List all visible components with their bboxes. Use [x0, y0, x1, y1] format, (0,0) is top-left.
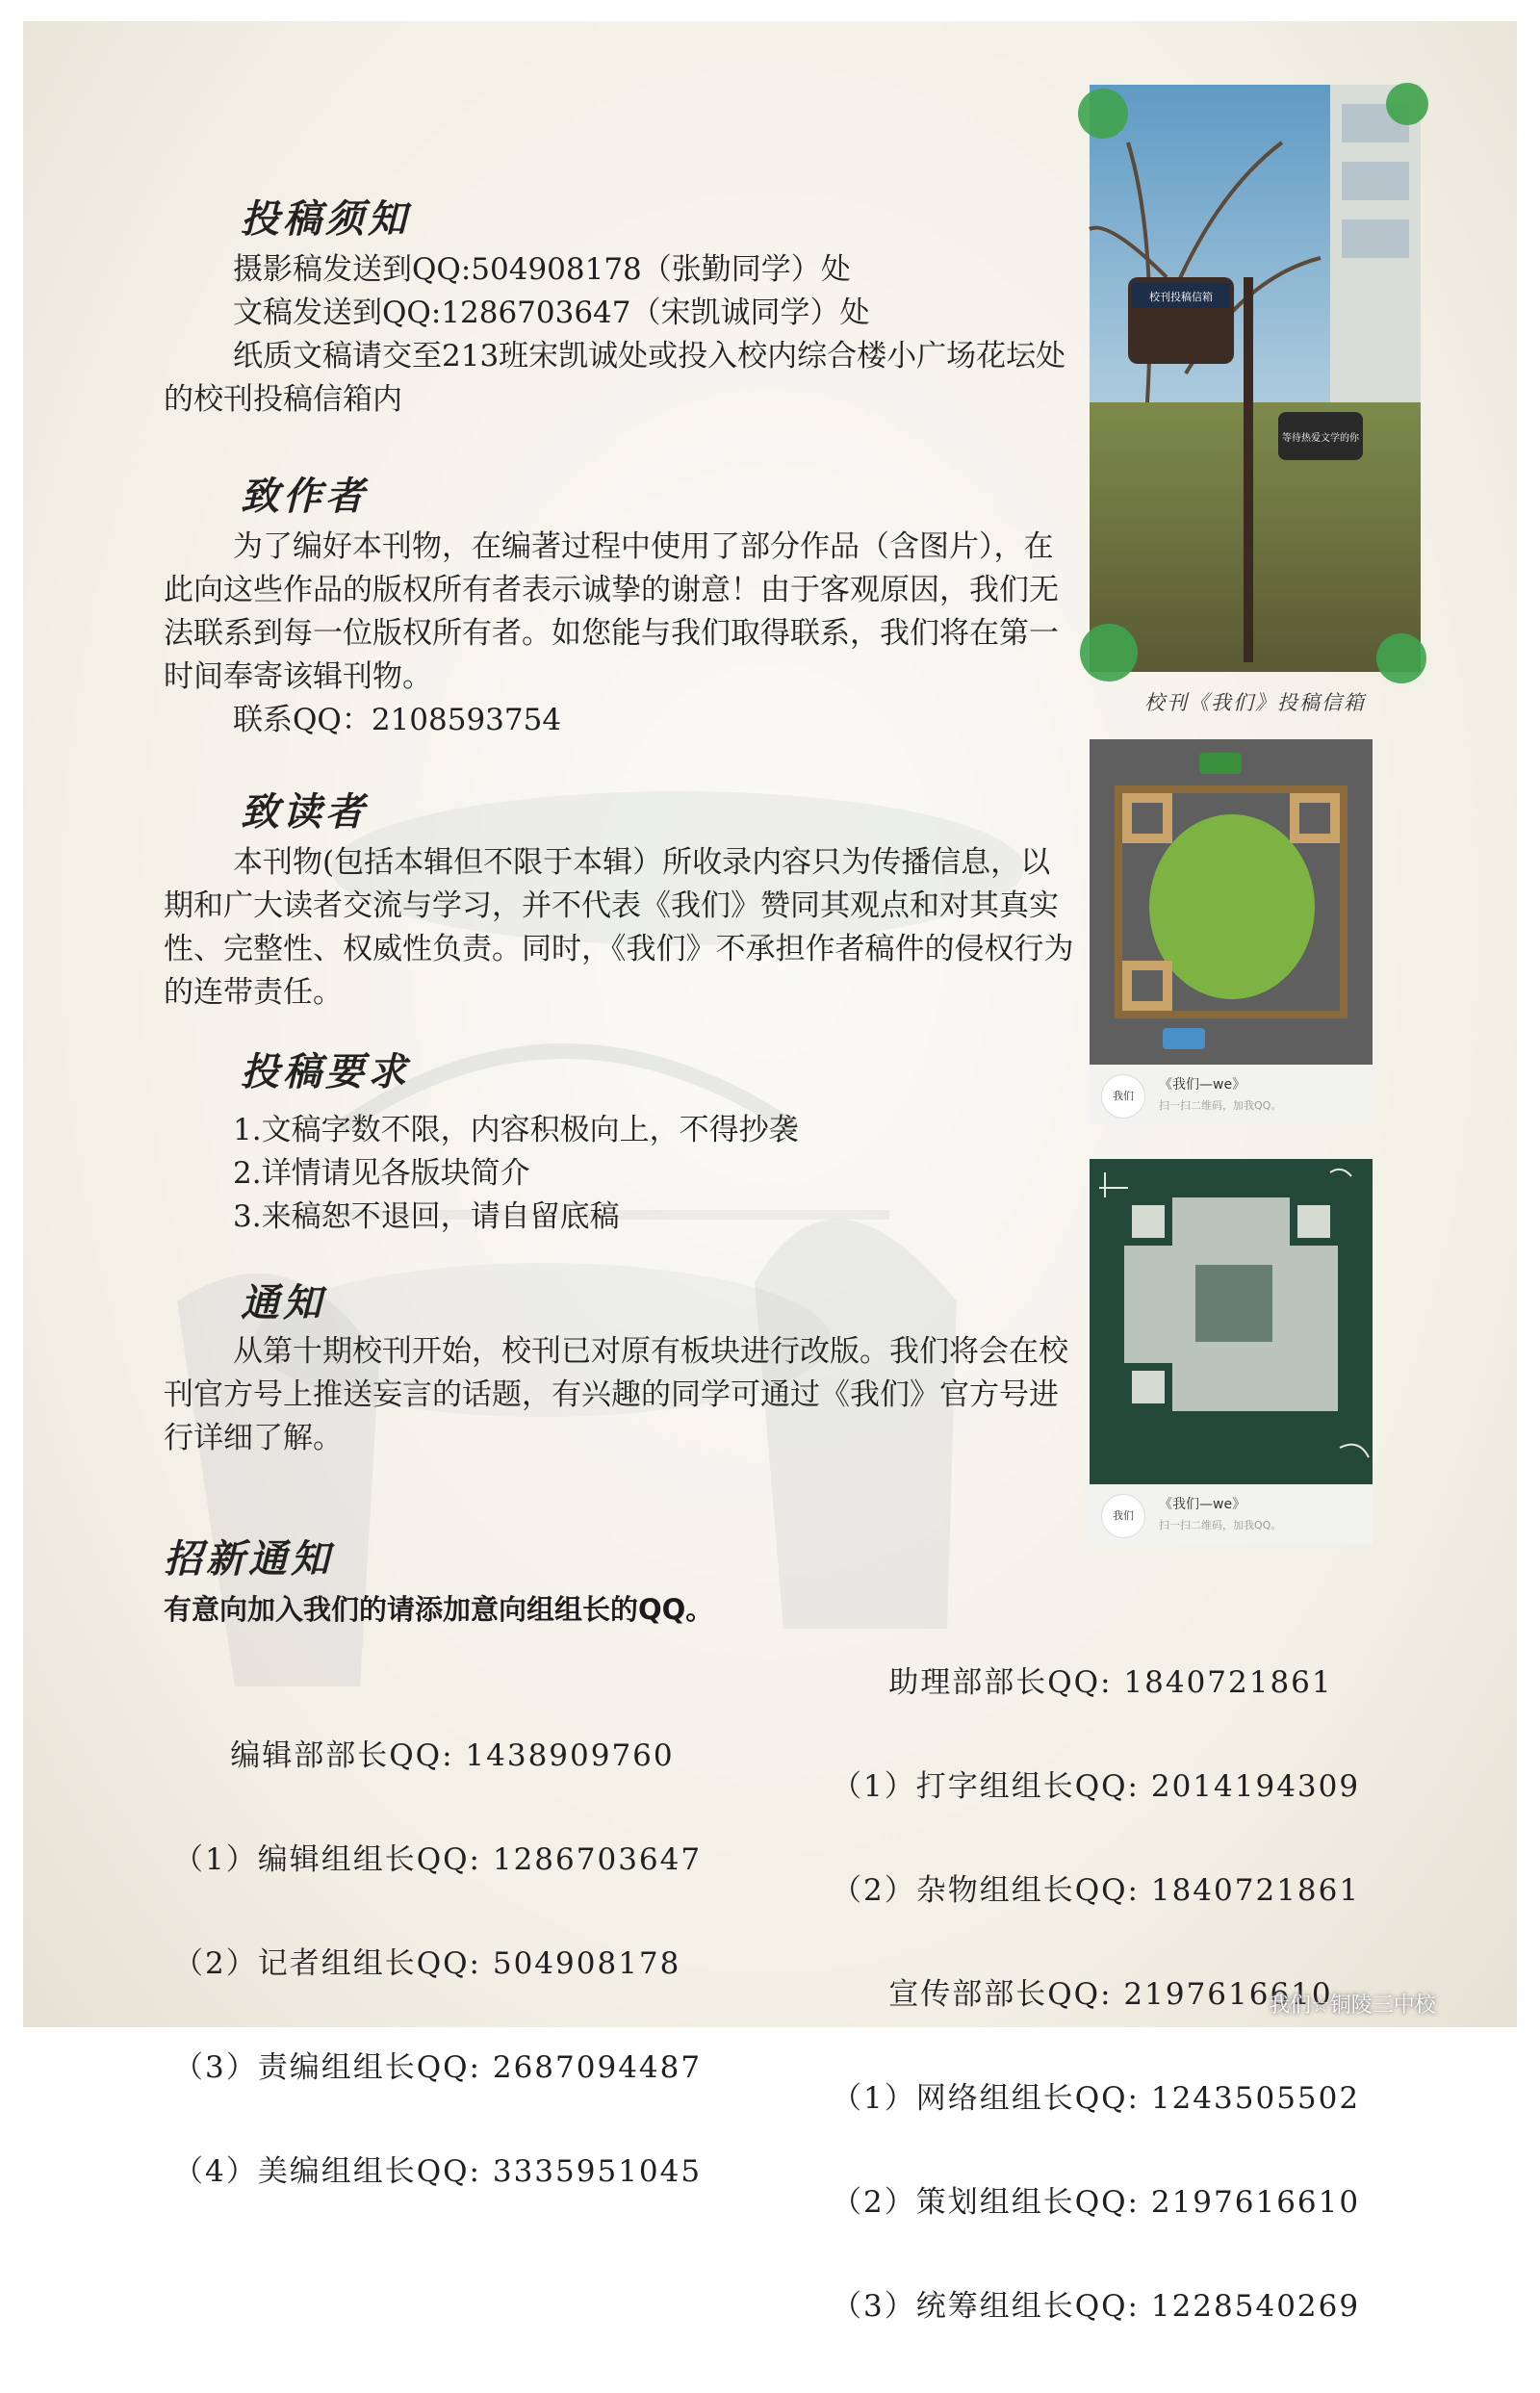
readers-heading: 致读者: [241, 790, 368, 835]
qq-line: （1）编辑组组长QQ: 1286703647: [173, 1842, 703, 1877]
qq-line: （2）记者组组长QQ: 504908178: [173, 1946, 681, 1981]
page: [23, 21, 1517, 2324]
submission-heading: 投稿须知: [241, 197, 410, 242]
authors-body: 为了编好本刊物，在编著过程中使用了部分作品（含图片），在此向这些作品的版权所有者表示诚挚的谢意！由于客观原因，我们无法联系到每一位版权所有者。如您能与我们取得联系，我们将在第一时间奉寄该辑刊物。: [164, 529, 1059, 694]
submission-line-3: 纸质文稿请交至213班宋凯诚处或投入校内综合楼小广场花坛处的校刊投稿信箱内: [164, 339, 1066, 417]
requirement-item: 2.详情请见各版块简介: [233, 1156, 530, 1191]
mailbox-photo: [1090, 85, 1421, 672]
qr-hint: 扫一扫二维码，加我QQ。: [1159, 1519, 1282, 1531]
requirement-item: 3.来稿恕不退回，请自留底稿: [233, 1199, 620, 1234]
avatar: 我们: [1101, 1074, 1145, 1119]
authors-contact: 联系QQ：2108593754: [233, 703, 562, 737]
qr-hint: 扫一扫二维码，加我QQ。: [1159, 1099, 1282, 1112]
submission-text: [164, 248, 1076, 422]
mailbox-sign-text: 校刊投稿信箱: [1149, 291, 1213, 303]
mailbox-board-text: 等待热爱文学的你: [1282, 433, 1359, 444]
qr-code-image: [1090, 739, 1373, 1065]
submission-line-2: 文稿发送到QQ:1286703647（宋凯诚同学）处: [233, 296, 870, 330]
authors-heading: 致作者: [241, 475, 368, 519]
recruit-heading: 招新通知: [164, 1537, 333, 1582]
qq-line: 编辑部部长QQ: 1438909760: [173, 1738, 675, 1773]
authors-text: [164, 526, 1076, 742]
submission-line-1: 摄影稿发送到QQ:504908178（张勤同学）处: [233, 252, 851, 287]
qq-line: 宣传部部长QQ: 2197616610: [832, 1977, 1333, 2012]
recruit-intro: 有意向加入我们的请添加意向组组长的QQ。: [164, 1593, 714, 1626]
photo-caption: 校刊《我们》投稿信箱: [1144, 691, 1366, 714]
readers-text: [164, 841, 1076, 1015]
requirements-heading: 投稿要求: [241, 1050, 410, 1094]
qq-line: （2）策划组组长QQ: 2197616610: [832, 2185, 1361, 2220]
qq-line: （4）美编组组长QQ: 3335951045: [173, 2154, 703, 2189]
qq-line: 助理部部长QQ: 1840721861: [832, 1665, 1333, 1700]
qq-line: （1）网络组组长QQ: 1243505502: [832, 2081, 1361, 2116]
notice-body: 从第十期校刊开始，校刊已对原有板块进行改版。我们将会在校刊官方号上推送妄言的话题，有兴趣的同学可通过《我们》官方号进行详细了解。: [164, 1334, 1068, 1455]
qr-footer: [1090, 1065, 1373, 1124]
qr-code-image: [1090, 1159, 1373, 1484]
qq-line: （3）责编组组长QQ: 2687094487: [173, 2050, 703, 2085]
recruit-left-list: [173, 1669, 702, 2258]
readers-body: 本刊物(包括本辑但不限于本辑）所收录内容只为传播信息，以期和广大读者交流与学习，并不代表《我们》赞同其观点和对其真实性、完整性、权威性负责。同时，《我们》不承担作者稿件的侵权行为的连带责任。: [164, 845, 1074, 1010]
qr-account-name: 《我们—we》: [1159, 1077, 1246, 1093]
qr-account-name: 《我们—we》: [1159, 1497, 1246, 1512]
watermark: 我们☆铜陵三中校: [1269, 1994, 1436, 2018]
qr-footer: [1090, 1484, 1373, 1544]
requirement-item: 1.文稿字数不限，内容积极向上，不得抄袭: [233, 1113, 799, 1147]
notice-heading: 通知: [241, 1281, 325, 1325]
notice-text: [164, 1330, 1076, 1460]
requirements-list: [233, 1109, 1076, 1239]
qq-line: （1）打字组组长QQ: 2014194309: [832, 1769, 1361, 1804]
qq-line: （3）统筹组组长QQ: 1228540269: [832, 2289, 1361, 2324]
qr-card-green: [1090, 739, 1373, 1124]
qq-line: （2）杂物组组长QQ: 1840721861: [832, 1873, 1361, 1908]
avatar: 我们: [1101, 1494, 1145, 1538]
qr-card-chalkboard: [1090, 1159, 1373, 1544]
